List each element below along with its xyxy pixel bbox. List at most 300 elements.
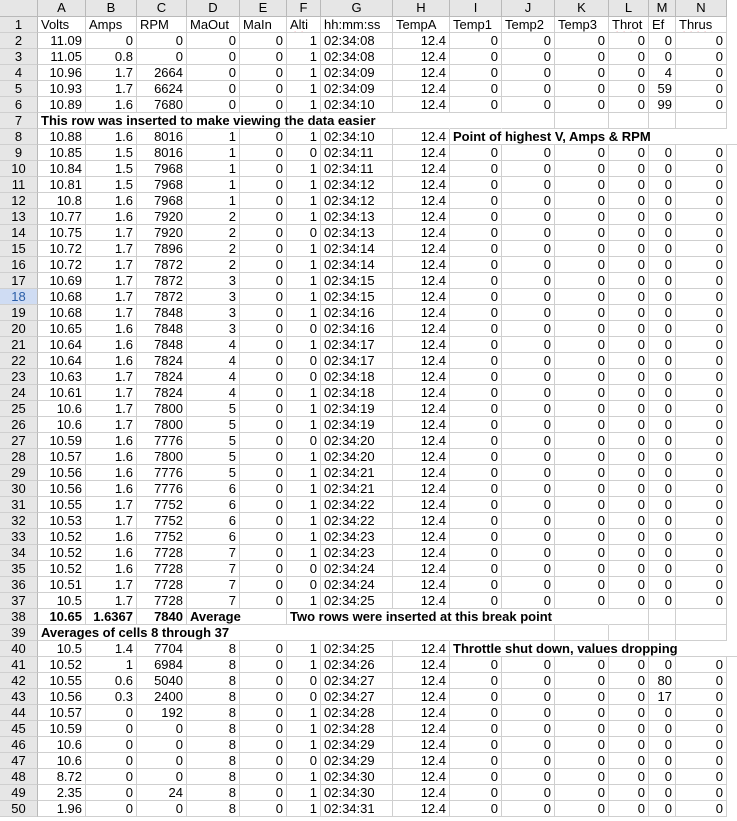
data-cell-l11[interactable]: 0: [609, 177, 649, 193]
data-cell-b40[interactable]: 1.4: [86, 641, 137, 657]
data-cell-m4[interactable]: 4: [649, 65, 676, 81]
data-cell-j43[interactable]: 0: [502, 689, 555, 705]
data-cell-g32[interactable]: 02:34:22: [321, 513, 393, 529]
data-cell-f21[interactable]: 1: [287, 337, 321, 353]
data-cell-i2[interactable]: 0: [450, 33, 502, 49]
data-cell-f22[interactable]: 0: [287, 353, 321, 369]
data-cell-h43[interactable]: 12.4: [393, 689, 450, 705]
data-cell-e30[interactable]: 0: [240, 481, 287, 497]
cell[interactable]: [609, 609, 649, 625]
data-cell-i20[interactable]: 0: [450, 321, 502, 337]
data-cell-a41[interactable]: 10.52: [38, 657, 86, 673]
data-cell-g43[interactable]: 02:34:27: [321, 689, 393, 705]
data-cell-k15[interactable]: 0: [555, 241, 609, 257]
column-header-l[interactable]: L: [609, 0, 649, 17]
data-cell-e37[interactable]: 0: [240, 593, 287, 609]
data-cell-f37[interactable]: 1: [287, 593, 321, 609]
data-cell-c25[interactable]: 7800: [137, 401, 187, 417]
data-cell-e12[interactable]: 0: [240, 193, 287, 209]
data-cell-b24[interactable]: 1.7: [86, 385, 137, 401]
data-cell-a19[interactable]: 10.68: [38, 305, 86, 321]
data-cell-f44[interactable]: 1: [287, 705, 321, 721]
data-cell-j15[interactable]: 0: [502, 241, 555, 257]
data-cell-c17[interactable]: 7872: [137, 273, 187, 289]
data-cell-n19[interactable]: 0: [676, 305, 727, 321]
data-cell-c11[interactable]: 7968: [137, 177, 187, 193]
row-header-15[interactable]: 15: [0, 241, 38, 257]
data-cell-m47[interactable]: 0: [649, 753, 676, 769]
data-cell-n23[interactable]: 0: [676, 369, 727, 385]
data-cell-l37[interactable]: 0: [609, 593, 649, 609]
data-cell-n48[interactable]: 0: [676, 769, 727, 785]
data-cell-h3[interactable]: 12.4: [393, 49, 450, 65]
data-cell-i41[interactable]: 0: [450, 657, 502, 673]
data-cell-i11[interactable]: 0: [450, 177, 502, 193]
data-cell-j9[interactable]: 0: [502, 145, 555, 161]
data-cell-d10[interactable]: 1: [187, 161, 240, 177]
data-cell-n27[interactable]: 0: [676, 433, 727, 449]
data-cell-m44[interactable]: 0: [649, 705, 676, 721]
data-cell-l35[interactable]: 0: [609, 561, 649, 577]
data-cell-m36[interactable]: 0: [649, 577, 676, 593]
data-cell-j46[interactable]: 0: [502, 737, 555, 753]
data-cell-m5[interactable]: 59: [649, 81, 676, 97]
data-cell-g15[interactable]: 02:34:14: [321, 241, 393, 257]
data-cell-d5[interactable]: 0: [187, 81, 240, 97]
data-cell-c45[interactable]: 0: [137, 721, 187, 737]
data-cell-d43[interactable]: 8: [187, 689, 240, 705]
data-cell-i15[interactable]: 0: [450, 241, 502, 257]
average-label[interactable]: Average: [187, 609, 287, 625]
data-cell-h50[interactable]: 12.4: [393, 801, 450, 817]
data-cell-d45[interactable]: 8: [187, 721, 240, 737]
data-cell-n15[interactable]: 0: [676, 241, 727, 257]
data-cell-n46[interactable]: 0: [676, 737, 727, 753]
average-cell-a[interactable]: 10.65: [38, 609, 86, 625]
data-cell-j2[interactable]: 0: [502, 33, 555, 49]
data-cell-j50[interactable]: 0: [502, 801, 555, 817]
data-cell-c14[interactable]: 7920: [137, 225, 187, 241]
data-cell-a50[interactable]: 1.96: [38, 801, 86, 817]
row-header-30[interactable]: 30: [0, 481, 38, 497]
data-cell-b47[interactable]: 0: [86, 753, 137, 769]
data-cell-l19[interactable]: 0: [609, 305, 649, 321]
data-cell-c23[interactable]: 7824: [137, 369, 187, 385]
data-cell-b15[interactable]: 1.7: [86, 241, 137, 257]
data-cell-d25[interactable]: 5: [187, 401, 240, 417]
data-cell-g3[interactable]: 02:34:08: [321, 49, 393, 65]
data-cell-b23[interactable]: 1.7: [86, 369, 137, 385]
data-cell-h29[interactable]: 12.4: [393, 465, 450, 481]
data-cell-m20[interactable]: 0: [649, 321, 676, 337]
row-header-21[interactable]: 21: [0, 337, 38, 353]
data-cell-e45[interactable]: 0: [240, 721, 287, 737]
data-cell-j12[interactable]: 0: [502, 193, 555, 209]
data-cell-d27[interactable]: 5: [187, 433, 240, 449]
data-cell-b13[interactable]: 1.6: [86, 209, 137, 225]
data-cell-j36[interactable]: 0: [502, 577, 555, 593]
data-cell-e40[interactable]: 0: [240, 641, 287, 657]
data-cell-c33[interactable]: 7752: [137, 529, 187, 545]
data-cell-g46[interactable]: 02:34:29: [321, 737, 393, 753]
column-header-k[interactable]: K: [555, 0, 609, 17]
data-cell-d44[interactable]: 8: [187, 705, 240, 721]
data-cell-b20[interactable]: 1.6: [86, 321, 137, 337]
data-cell-i17[interactable]: 0: [450, 273, 502, 289]
data-cell-f12[interactable]: 1: [287, 193, 321, 209]
data-cell-i46[interactable]: 0: [450, 737, 502, 753]
row-header-36[interactable]: 36: [0, 577, 38, 593]
data-cell-l31[interactable]: 0: [609, 497, 649, 513]
note-8[interactable]: Point of highest V, Amps & RPM: [450, 129, 737, 145]
data-cell-d42[interactable]: 8: [187, 673, 240, 689]
data-cell-b32[interactable]: 1.7: [86, 513, 137, 529]
data-cell-m33[interactable]: 0: [649, 529, 676, 545]
data-cell-k41[interactable]: 0: [555, 657, 609, 673]
data-cell-e16[interactable]: 0: [240, 257, 287, 273]
data-cell-f45[interactable]: 1: [287, 721, 321, 737]
data-cell-m28[interactable]: 0: [649, 449, 676, 465]
data-cell-d32[interactable]: 6: [187, 513, 240, 529]
column-header-a[interactable]: A: [38, 0, 86, 17]
data-cell-n37[interactable]: 0: [676, 593, 727, 609]
row-header-37[interactable]: 37: [0, 593, 38, 609]
data-cell-b30[interactable]: 1.6: [86, 481, 137, 497]
row-header-1[interactable]: 1: [0, 17, 38, 33]
data-cell-k45[interactable]: 0: [555, 721, 609, 737]
data-cell-l17[interactable]: 0: [609, 273, 649, 289]
data-cell-c2[interactable]: 0: [137, 33, 187, 49]
data-cell-k17[interactable]: 0: [555, 273, 609, 289]
data-cell-k27[interactable]: 0: [555, 433, 609, 449]
data-cell-k46[interactable]: 0: [555, 737, 609, 753]
cell[interactable]: [450, 625, 502, 641]
data-cell-m31[interactable]: 0: [649, 497, 676, 513]
data-cell-i14[interactable]: 0: [450, 225, 502, 241]
data-cell-c43[interactable]: 2400: [137, 689, 187, 705]
data-cell-d34[interactable]: 7: [187, 545, 240, 561]
data-cell-m10[interactable]: 0: [649, 161, 676, 177]
data-cell-l29[interactable]: 0: [609, 465, 649, 481]
data-cell-a34[interactable]: 10.52: [38, 545, 86, 561]
data-cell-d3[interactable]: 0: [187, 49, 240, 65]
data-cell-n16[interactable]: 0: [676, 257, 727, 273]
data-cell-b14[interactable]: 1.7: [86, 225, 137, 241]
data-cell-a30[interactable]: 10.56: [38, 481, 86, 497]
data-cell-n10[interactable]: 0: [676, 161, 727, 177]
data-cell-c16[interactable]: 7872: [137, 257, 187, 273]
data-cell-f46[interactable]: 1: [287, 737, 321, 753]
data-cell-d46[interactable]: 8: [187, 737, 240, 753]
data-cell-b34[interactable]: 1.6: [86, 545, 137, 561]
row-header-46[interactable]: 46: [0, 737, 38, 753]
data-cell-b12[interactable]: 1.6: [86, 193, 137, 209]
data-cell-h23[interactable]: 12.4: [393, 369, 450, 385]
data-cell-l42[interactable]: 0: [609, 673, 649, 689]
data-cell-d22[interactable]: 4: [187, 353, 240, 369]
data-cell-i9[interactable]: 0: [450, 145, 502, 161]
data-cell-h34[interactable]: 12.4: [393, 545, 450, 561]
data-cell-j16[interactable]: 0: [502, 257, 555, 273]
data-cell-i16[interactable]: 0: [450, 257, 502, 273]
data-cell-f29[interactable]: 1: [287, 465, 321, 481]
data-cell-f43[interactable]: 0: [287, 689, 321, 705]
data-cell-b49[interactable]: 0: [86, 785, 137, 801]
data-cell-b16[interactable]: 1.7: [86, 257, 137, 273]
data-cell-j17[interactable]: 0: [502, 273, 555, 289]
data-cell-h27[interactable]: 12.4: [393, 433, 450, 449]
data-cell-h37[interactable]: 12.4: [393, 593, 450, 609]
data-cell-c20[interactable]: 7848: [137, 321, 187, 337]
data-cell-j6[interactable]: 0: [502, 97, 555, 113]
data-cell-c41[interactable]: 6984: [137, 657, 187, 673]
data-cell-h14[interactable]: 12.4: [393, 225, 450, 241]
data-cell-l34[interactable]: 0: [609, 545, 649, 561]
data-cell-g28[interactable]: 02:34:20: [321, 449, 393, 465]
data-cell-f50[interactable]: 1: [287, 801, 321, 817]
data-cell-l30[interactable]: 0: [609, 481, 649, 497]
data-cell-l13[interactable]: 0: [609, 209, 649, 225]
data-cell-d19[interactable]: 3: [187, 305, 240, 321]
data-cell-b26[interactable]: 1.7: [86, 417, 137, 433]
row-header-47[interactable]: 47: [0, 753, 38, 769]
data-cell-n22[interactable]: 0: [676, 353, 727, 369]
data-cell-h21[interactable]: 12.4: [393, 337, 450, 353]
data-cell-c34[interactable]: 7728: [137, 545, 187, 561]
data-cell-d6[interactable]: 0: [187, 97, 240, 113]
data-cell-m34[interactable]: 0: [649, 545, 676, 561]
row-header-41[interactable]: 41: [0, 657, 38, 673]
data-cell-e42[interactable]: 0: [240, 673, 287, 689]
data-cell-e20[interactable]: 0: [240, 321, 287, 337]
cell[interactable]: [649, 113, 676, 129]
row-header-23[interactable]: 23: [0, 369, 38, 385]
data-cell-c46[interactable]: 0: [137, 737, 187, 753]
data-cell-b50[interactable]: 0: [86, 801, 137, 817]
header-cell-g[interactable]: hh:mm:ss: [321, 17, 393, 33]
data-cell-d33[interactable]: 6: [187, 529, 240, 545]
data-cell-k44[interactable]: 0: [555, 705, 609, 721]
data-cell-h2[interactable]: 12.4: [393, 33, 450, 49]
data-cell-j33[interactable]: 0: [502, 529, 555, 545]
column-header-e[interactable]: E: [240, 0, 287, 17]
row-header-26[interactable]: 26: [0, 417, 38, 433]
data-cell-d13[interactable]: 2: [187, 209, 240, 225]
data-cell-g13[interactable]: 02:34:13: [321, 209, 393, 225]
data-cell-b21[interactable]: 1.6: [86, 337, 137, 353]
data-cell-k42[interactable]: 0: [555, 673, 609, 689]
data-cell-a4[interactable]: 10.96: [38, 65, 86, 81]
data-cell-h8[interactable]: 12.4: [393, 129, 450, 145]
data-cell-j34[interactable]: 0: [502, 545, 555, 561]
data-cell-l18[interactable]: 0: [609, 289, 649, 305]
cell[interactable]: [450, 113, 502, 129]
column-header-h[interactable]: H: [393, 0, 450, 17]
data-cell-g20[interactable]: 02:34:16: [321, 321, 393, 337]
data-cell-h30[interactable]: 12.4: [393, 481, 450, 497]
data-cell-c32[interactable]: 7752: [137, 513, 187, 529]
data-cell-f15[interactable]: 1: [287, 241, 321, 257]
data-cell-a31[interactable]: 10.55: [38, 497, 86, 513]
data-cell-a8[interactable]: 10.88: [38, 129, 86, 145]
break-point-note[interactable]: Two rows were inserted at this break point: [287, 609, 607, 625]
row-header-17[interactable]: 17: [0, 273, 38, 289]
data-cell-h35[interactable]: 12.4: [393, 561, 450, 577]
data-cell-d14[interactable]: 2: [187, 225, 240, 241]
data-cell-l33[interactable]: 0: [609, 529, 649, 545]
data-cell-a44[interactable]: 10.57: [38, 705, 86, 721]
data-cell-d26[interactable]: 5: [187, 417, 240, 433]
data-cell-c31[interactable]: 7752: [137, 497, 187, 513]
row-header-49[interactable]: 49: [0, 785, 38, 801]
data-cell-i24[interactable]: 0: [450, 385, 502, 401]
data-cell-j48[interactable]: 0: [502, 769, 555, 785]
data-cell-c9[interactable]: 8016: [137, 145, 187, 161]
data-cell-h20[interactable]: 12.4: [393, 321, 450, 337]
data-cell-g40[interactable]: 02:34:25: [321, 641, 393, 657]
data-cell-d15[interactable]: 2: [187, 241, 240, 257]
data-cell-d37[interactable]: 7: [187, 593, 240, 609]
data-cell-c29[interactable]: 7776: [137, 465, 187, 481]
data-cell-i6[interactable]: 0: [450, 97, 502, 113]
data-cell-i23[interactable]: 0: [450, 369, 502, 385]
data-cell-k9[interactable]: 0: [555, 145, 609, 161]
data-cell-f40[interactable]: 1: [287, 641, 321, 657]
data-cell-c10[interactable]: 7968: [137, 161, 187, 177]
data-cell-f26[interactable]: 1: [287, 417, 321, 433]
data-cell-m42[interactable]: 80: [649, 673, 676, 689]
data-cell-g36[interactable]: 02:34:24: [321, 577, 393, 593]
header-cell-e[interactable]: MaIn: [240, 17, 287, 33]
data-cell-a45[interactable]: 10.59: [38, 721, 86, 737]
data-cell-f36[interactable]: 0: [287, 577, 321, 593]
data-cell-f14[interactable]: 0: [287, 225, 321, 241]
data-cell-g37[interactable]: 02:34:25: [321, 593, 393, 609]
data-cell-n2[interactable]: 0: [676, 33, 727, 49]
row-header-29[interactable]: 29: [0, 465, 38, 481]
data-cell-i49[interactable]: 0: [450, 785, 502, 801]
data-cell-h49[interactable]: 12.4: [393, 785, 450, 801]
data-cell-e43[interactable]: 0: [240, 689, 287, 705]
data-cell-i12[interactable]: 0: [450, 193, 502, 209]
data-cell-l24[interactable]: 0: [609, 385, 649, 401]
data-cell-b22[interactable]: 1.6: [86, 353, 137, 369]
data-cell-i45[interactable]: 0: [450, 721, 502, 737]
row-header-28[interactable]: 28: [0, 449, 38, 465]
data-cell-a5[interactable]: 10.93: [38, 81, 86, 97]
data-cell-f5[interactable]: 1: [287, 81, 321, 97]
data-cell-n9[interactable]: 0: [676, 145, 727, 161]
cell[interactable]: [555, 113, 609, 129]
data-cell-n45[interactable]: 0: [676, 721, 727, 737]
data-cell-g41[interactable]: 02:34:26: [321, 657, 393, 673]
column-header-j[interactable]: J: [502, 0, 555, 17]
data-cell-h33[interactable]: 12.4: [393, 529, 450, 545]
data-cell-j27[interactable]: 0: [502, 433, 555, 449]
data-cell-b25[interactable]: 1.7: [86, 401, 137, 417]
header-cell-k[interactable]: Temp3: [555, 17, 609, 33]
data-cell-a46[interactable]: 10.6: [38, 737, 86, 753]
data-cell-i4[interactable]: 0: [450, 65, 502, 81]
data-cell-i42[interactable]: 0: [450, 673, 502, 689]
data-cell-n25[interactable]: 0: [676, 401, 727, 417]
data-cell-e26[interactable]: 0: [240, 417, 287, 433]
data-cell-m48[interactable]: 0: [649, 769, 676, 785]
cell[interactable]: [649, 625, 676, 641]
data-cell-k13[interactable]: 0: [555, 209, 609, 225]
data-cell-c22[interactable]: 7824: [137, 353, 187, 369]
row-header-32[interactable]: 32: [0, 513, 38, 529]
data-cell-c30[interactable]: 7776: [137, 481, 187, 497]
data-cell-c48[interactable]: 0: [137, 769, 187, 785]
data-cell-d30[interactable]: 6: [187, 481, 240, 497]
data-cell-l25[interactable]: 0: [609, 401, 649, 417]
data-cell-i50[interactable]: 0: [450, 801, 502, 817]
data-cell-h5[interactable]: 12.4: [393, 81, 450, 97]
data-cell-m24[interactable]: 0: [649, 385, 676, 401]
data-cell-k32[interactable]: 0: [555, 513, 609, 529]
cell[interactable]: [502, 113, 555, 129]
data-cell-b45[interactable]: 0: [86, 721, 137, 737]
data-cell-m37[interactable]: 0: [649, 593, 676, 609]
data-cell-c6[interactable]: 7680: [137, 97, 187, 113]
row-header-45[interactable]: 45: [0, 721, 38, 737]
row-header-4[interactable]: 4: [0, 65, 38, 81]
data-cell-l50[interactable]: 0: [609, 801, 649, 817]
data-cell-e49[interactable]: 0: [240, 785, 287, 801]
data-cell-b18[interactable]: 1.7: [86, 289, 137, 305]
data-cell-f17[interactable]: 1: [287, 273, 321, 289]
data-cell-g27[interactable]: 02:34:20: [321, 433, 393, 449]
data-cell-f11[interactable]: 1: [287, 177, 321, 193]
data-cell-h32[interactable]: 12.4: [393, 513, 450, 529]
data-cell-a10[interactable]: 10.84: [38, 161, 86, 177]
data-cell-k14[interactable]: 0: [555, 225, 609, 241]
data-cell-b3[interactable]: 0.8: [86, 49, 137, 65]
data-cell-n33[interactable]: 0: [676, 529, 727, 545]
data-cell-e23[interactable]: 0: [240, 369, 287, 385]
data-cell-e48[interactable]: 0: [240, 769, 287, 785]
data-cell-d40[interactable]: 8: [187, 641, 240, 657]
data-cell-b10[interactable]: 1.5: [86, 161, 137, 177]
data-cell-e33[interactable]: 0: [240, 529, 287, 545]
data-cell-l16[interactable]: 0: [609, 257, 649, 273]
row-header-31[interactable]: 31: [0, 497, 38, 513]
data-cell-n18[interactable]: 0: [676, 289, 727, 305]
data-cell-j11[interactable]: 0: [502, 177, 555, 193]
row-header-35[interactable]: 35: [0, 561, 38, 577]
row-header-38[interactable]: 38: [0, 609, 38, 625]
data-cell-m46[interactable]: 0: [649, 737, 676, 753]
data-cell-m18[interactable]: 0: [649, 289, 676, 305]
data-cell-k24[interactable]: 0: [555, 385, 609, 401]
row-header-39[interactable]: 39: [0, 625, 38, 641]
data-cell-e3[interactable]: 0: [240, 49, 287, 65]
header-cell-n[interactable]: [676, 17, 727, 33]
row-header-34[interactable]: 34: [0, 545, 38, 561]
row-header-44[interactable]: 44: [0, 705, 38, 721]
data-cell-c50[interactable]: 0: [137, 801, 187, 817]
data-cell-d50[interactable]: 8: [187, 801, 240, 817]
data-cell-f13[interactable]: 1: [287, 209, 321, 225]
data-cell-h26[interactable]: 12.4: [393, 417, 450, 433]
data-cell-l26[interactable]: 0: [609, 417, 649, 433]
data-cell-j47[interactable]: 0: [502, 753, 555, 769]
data-cell-a32[interactable]: 10.53: [38, 513, 86, 529]
data-cell-n29[interactable]: 0: [676, 465, 727, 481]
data-cell-i13[interactable]: 0: [450, 209, 502, 225]
data-cell-a43[interactable]: 10.56: [38, 689, 86, 705]
